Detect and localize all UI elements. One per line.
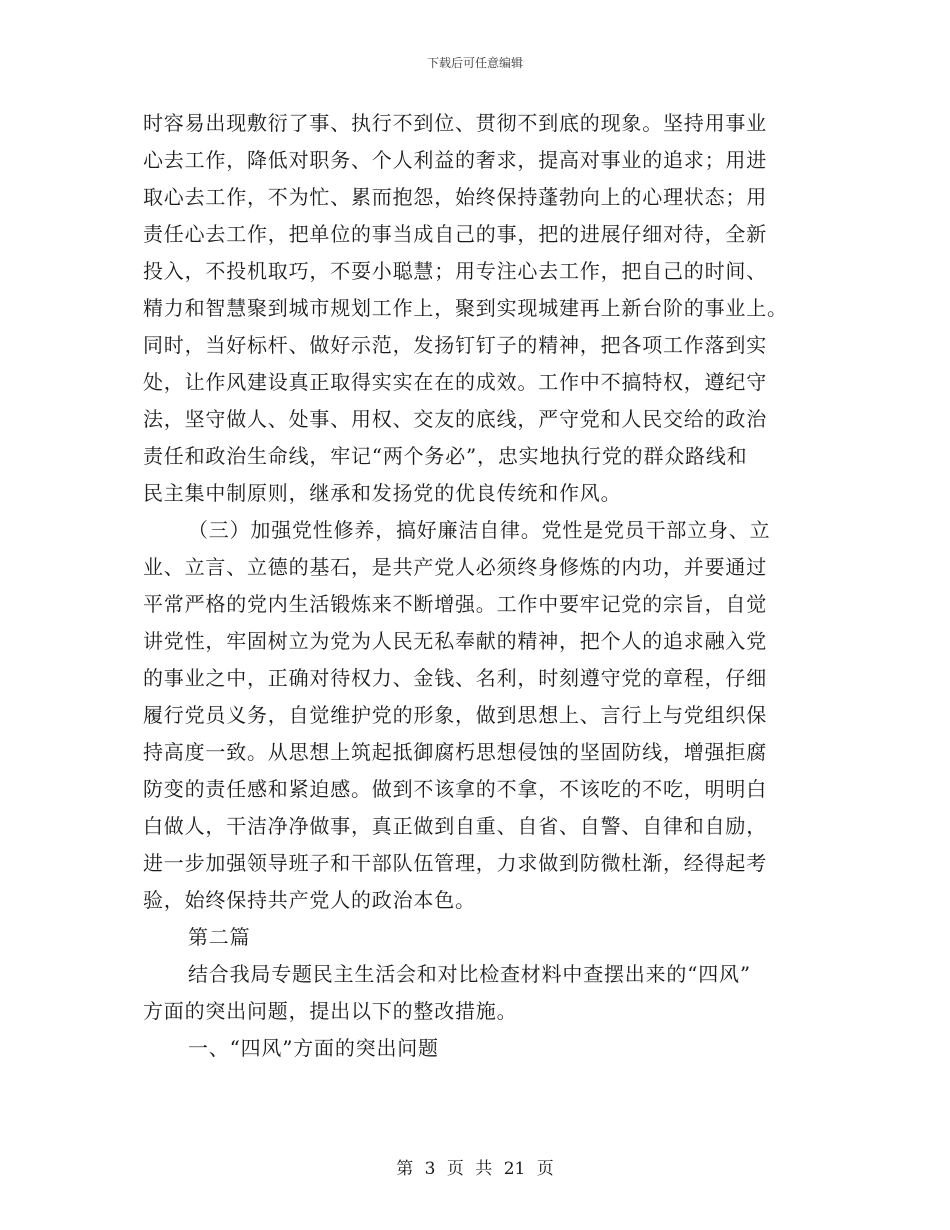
text-line: （三）加强党性修养，搞好廉洁自律。党性是党员干部立身、立: [188, 518, 771, 542]
text-line: 民主集中制原则，继承和发扬党的优良传统和作风。: [143, 481, 622, 505]
text-line: 第二篇: [188, 925, 251, 949]
text-line: 持高度一致。从思想上筑起抵御腐朽思想侵蚀的坚固防线，增强拒腐: [143, 740, 767, 764]
document-body: [143, 105, 823, 1067]
text-line: 的事业之中，正确对待权力、金钱、名利，时刻遵守党的章程，仔细: [143, 666, 767, 690]
text-line: 验，始终保持共产党人的政治本色。: [143, 888, 476, 912]
text-line: 责任心去工作，把单位的事当成自己的事，把的进展仔细对待，全新: [143, 222, 767, 246]
text-line: 进一步加强领导班子和干部队伍管理，力求做到防微杜渐，经得起考: [143, 851, 767, 875]
text-line: 法，坚守做人、处事、用权、交友的底线，严守党和人民交给的政治: [143, 407, 767, 431]
text-line: 方面的突出问题，提出以下的整改措施。: [143, 999, 518, 1023]
text-line: 同时，当好标杆、做好示范，发扬钉钉子的精神，把各项工作落到实: [143, 333, 767, 357]
text-line: 平常严格的党内生活锻炼来不断增强。工作中要牢记党的宗旨，自觉: [143, 592, 767, 616]
text-line: 讲党性，牢固树立为党为人民无私奉献的精神，把个人的追求融入党: [143, 629, 767, 653]
text-line: 取心去工作，不为忙、累而抱怨，始终保持蓬勃向上的心理状态；用: [143, 185, 767, 209]
text-line: 一、“四风”方面的突出问题: [188, 1036, 439, 1060]
text-line: 白做人，干洁净净做事，真正做到自重、自省、自警、自律和自励，: [143, 814, 767, 838]
page-header-note: 下载后可任意编辑: [426, 56, 523, 70]
text-line: 精力和智慧聚到城市规划工作上，聚到实现城建再上新台阶的事业上。: [143, 296, 788, 320]
page-number-footer: 第 3 页 共 21 页: [396, 1159, 554, 1179]
text-line: 业、立言、立德的基石，是共产党人必须终身修炼的内功，并要通过: [143, 555, 767, 579]
text-line: 防变的责任感和紧迫感。做到不该拿的不拿，不该吃的不吃，明明白: [143, 777, 767, 801]
text-line: 处，让作风建设真正取得实实在在的成效。工作中不搞特权，遵纪守: [143, 370, 767, 394]
text-line: 时容易出现敷衍了事、执行不到位、贯彻不到底的现象。坚持用事业: [143, 111, 767, 135]
text-line: 心去工作，降低对职务、个人利益的奢求，提高对事业的追求；用进: [143, 148, 767, 172]
text-line: 结合我局专题民主生活会和对比检查材料中查摆出来的“四风”: [188, 962, 751, 986]
text-line: 责任和政治生命线，牢记“两个务必”，忠实地执行党的群众路线和: [143, 444, 748, 468]
text-line: 履行党员义务，自觉维护党的形象，做到思想上、言行上与党组织保: [143, 703, 767, 727]
text-line: 投入，不投机取巧，不耍小聪慧；用专注心去工作，把自己的时间、: [143, 259, 767, 283]
